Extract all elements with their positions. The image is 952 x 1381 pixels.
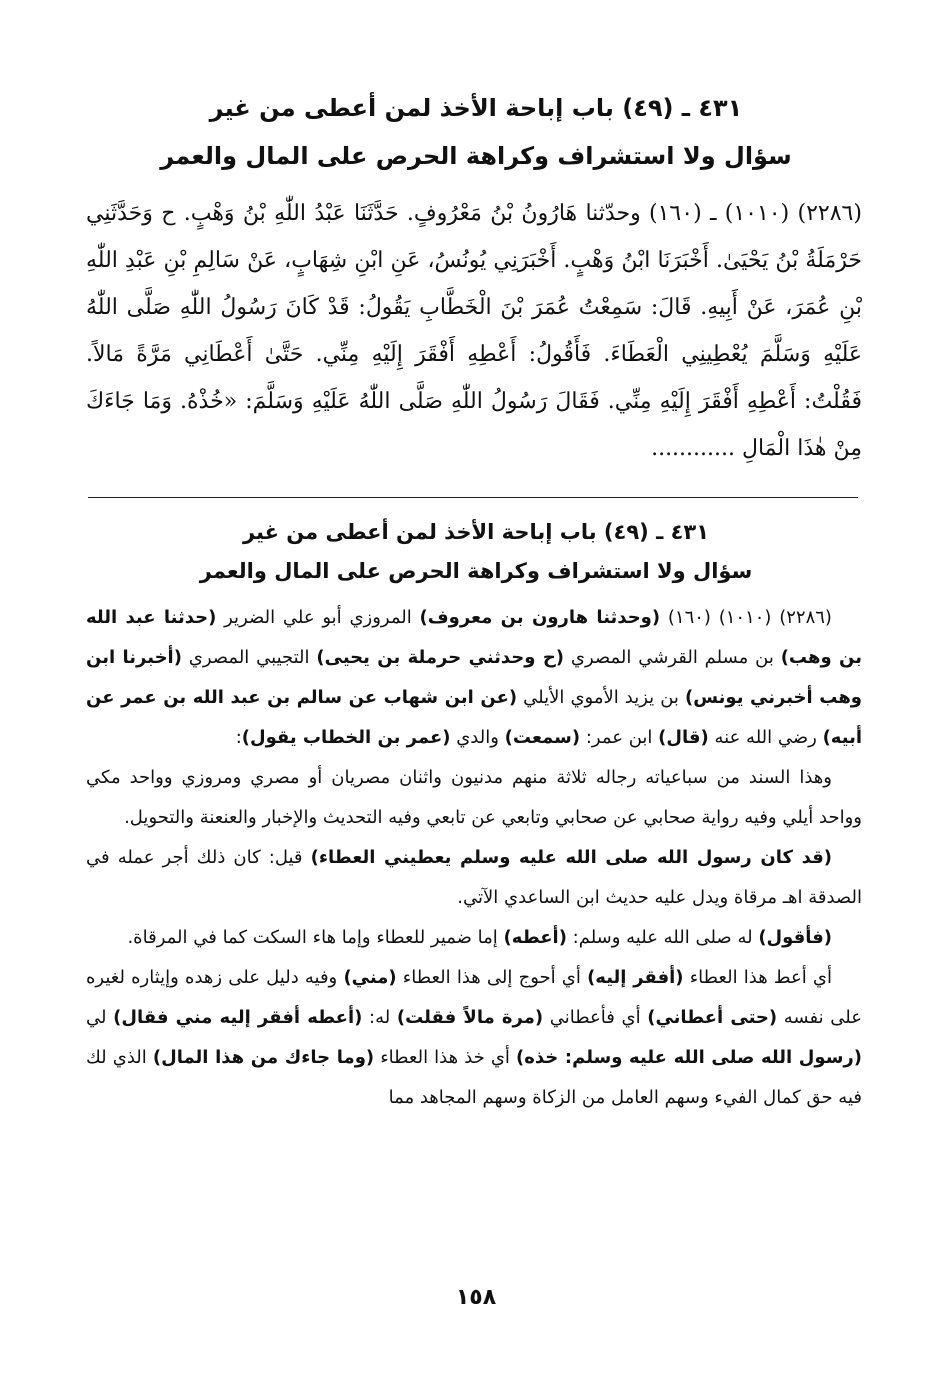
explanation: وفيه دليل على زهده وإيثاره لغيره على نفسه: [86, 967, 862, 1028]
hadith-numbers: (٢٢٨٦) (١٠١٠) (١٦٠): [667, 607, 832, 628]
quoted-text: (أعطه أفقر إليه مني فقال): [113, 1007, 363, 1028]
explanation: إما ضمير للعطاء وإما هاء السكت كما في المرقاة.: [127, 927, 498, 948]
explanation: بن مسلم القرشي المصري: [570, 647, 774, 668]
explanation: له صلى الله عليه وسلم:: [572, 927, 753, 948]
quoted-text: (أعطه): [503, 927, 567, 948]
explanation: ابن عمر:: [585, 727, 653, 748]
explanation: لي: [86, 1007, 107, 1028]
quoted-text: (رسول الله صلى الله عليه وسلم: خذه): [516, 1047, 862, 1068]
commentary-body: [86, 598, 862, 1118]
quoted-text: (مني): [343, 967, 397, 988]
commentary-paragraph-afqar: [86, 958, 862, 1118]
explanation: المروزي أبو علي الضرير: [224, 607, 412, 628]
explanation: أي خذ هذا العطاء: [380, 1047, 510, 1068]
commentary-paragraph-isnad: [86, 598, 862, 758]
quoted-text: (سمعت): [504, 727, 581, 748]
section-divider: [88, 497, 858, 498]
explanation: التجيبي المصري: [188, 647, 310, 668]
hadith-text: (٢٢٨٦) (١٠١٠) ـ (١٦٠) وحدّثنا هَارُونُ بْنُ مَعْرُوفٍ. حَدَّثَنَا عَبْدُ اللّٰهِ بْنُ وَهْبٍ. ح وَحَدَّثَنِي حَرْمَلَةُ بْنُ يَحْيَىٰ. أَخْبَرَنَا ابْنُ وَهْبٍ. أَخْبَرَنِي يُونُسُ، عَنِ ابْنِ شِهَابٍ، عَنْ سَالِمِ بْنِ عَبْدِ اللّٰهِ بْنِ عُمَرَ، عَنْ أَبِيهِ. قَالَ: سَمِعْتُ عُمَرَ بْنَ الْخَطَّابِ يَقُولُ: قَدْ كَانَ رَسُولُ اللّٰهِ صَلَّى اللّٰهُ عَلَيْهِ وَسَلَّمَ يُعْطِينِي الْعَطَاءَ. فَأَقُولُ: أَعْطِهِ أَفْقَرَ إِلَيْهِ مِنِّي. حَتَّىٰ أَعْطَانِي مَرَّةً مَالاً. فَقُلْتُ: أَعْطِهِ أَفْقَرَ إِلَيْهِ مِنِّي. فَقَالَ رَسُولُ اللّٰهِ صَلَّى اللّٰهُ عَلَيْهِ وَسَلَّمَ: «خُذْهُ. وَمَا جَاءَكَ مِنْ هٰذَا الْمَالِ ............: [86, 201, 862, 461]
explanation: بن يزيد الأموي الأيلي: [523, 687, 679, 708]
explanation: قيل: كان ذلك أجر عمله في الصدقة اهـ مرقاة ويدل عليه حديث ابن الساعدي الآتي.: [86, 847, 862, 908]
quoted-text: (عمر بن الخطاب يقول): [241, 727, 451, 748]
commentary-title-line-2: سؤال ولا استشراف وكراهة الحرص على المال والعمر: [199, 559, 753, 583]
quoted-text: (أفقر إليه): [587, 967, 684, 988]
quoted-text: (حدثنا عبد الله بن وهب): [86, 607, 862, 668]
quoted-text: (مرة مالاً فقلت): [396, 1007, 544, 1028]
quoted-text: (قال): [658, 727, 709, 748]
explanation: أي أعط هذا العطاء: [689, 967, 832, 988]
quoted-text: (ح وحدثني حرملة بن يحيى): [316, 647, 565, 668]
quoted-text: (أخبرنا ابن وهب أخبرني يونس): [86, 647, 863, 708]
quoted-text: (قد كان رسول الله صلى الله عليه وسلم يعطيني العطاء): [310, 847, 832, 868]
explanation: له:: [369, 1007, 391, 1028]
quoted-text: (وحدثنا هارون بن معروف): [419, 607, 661, 628]
quoted-text: (فأقول): [758, 927, 832, 948]
quoted-text: (حتى أعطاني): [647, 1007, 778, 1028]
page-number: ١٥٨: [455, 1285, 497, 1310]
commentary-paragraph-ata: [86, 838, 862, 918]
chapter-title-line-1: ٤٣١ ـ (٤٩) باب إباحة الأخذ لمن أعطى من غير: [209, 94, 743, 122]
explanation: أي فأعطاني: [549, 1007, 641, 1028]
chapter-title-line-2: سؤال ولا استشراف وكراهة الحرص على المال والعمر: [160, 142, 792, 170]
explanation: الذي لك فيه حق كمال الفيء وسهم العامل من الزكاة وسهم المجاهد مما: [86, 1047, 862, 1108]
commentary-paragraph-sanad: وهذا السند من سباعياته رجاله ثلاثة منهم مدنيون واثنان مصريان أو مصري ومروزي وواحد مكي وواحد أيلي وفيه رواية صحابي عن صحابي وتابعي عن تابعي وفيه التحديث والإخبار والعنعنة والتحويل.: [86, 767, 862, 828]
commentary-paragraph-aquul: [86, 918, 862, 958]
explanation: أي أحوج إلى هذا العطاء: [402, 967, 581, 988]
quoted-text: (عن ابن شهاب عن سالم بن عبد الله بن عمر عن أبيه): [86, 687, 862, 748]
quoted-text: (وما جاءك من هذا المال): [152, 1047, 375, 1068]
commentary-title-line-1: ٤٣١ ـ (٤٩) باب إباحة الأخذ لمن أعطى من غير: [242, 520, 710, 544]
explanation: والدي: [456, 727, 499, 748]
punctuation: :: [235, 727, 242, 748]
explanation: رضي الله عنه: [714, 727, 817, 748]
